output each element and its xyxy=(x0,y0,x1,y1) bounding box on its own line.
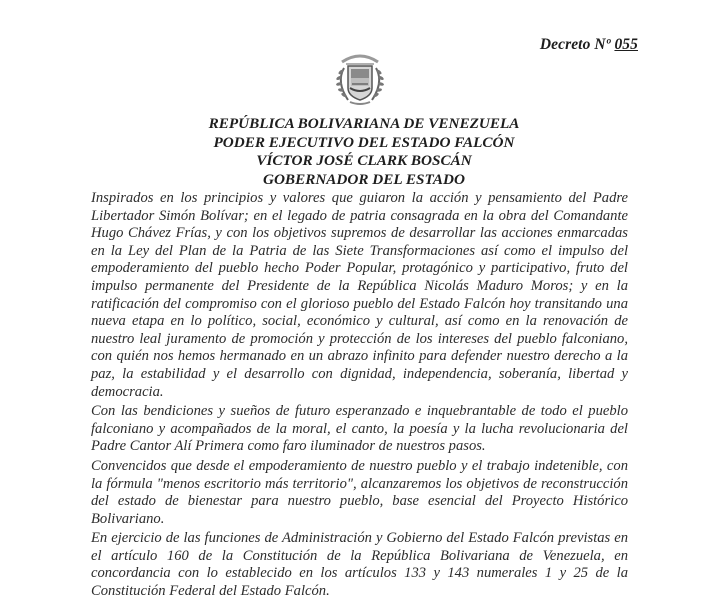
paragraph: Con las bendiciones y sueños de futuro esperanzado e inquebrantable de todo el pueblo falconiano y acompañados de la moral, el canto, la poesía y la lucha revolucionaria del Padre Cantor Alí Primera como faro iluminador de nuestros pasos. xyxy=(91,403,628,455)
decree-number xyxy=(540,36,638,54)
decree-label: Decreto Nº xyxy=(539,36,615,53)
document-body xyxy=(91,190,628,603)
paragraph: Convencidos que desde el empoderamiento de nuestro pueblo y el trabajo indetenible, con la fórmula "menos escritorio más territorio", alcanzaremos los objetivos de reconstrucción del estado de bienestar para nuestro pueblo, base esencial del Proyecto Histórico Bolivariano. xyxy=(91,457,628,527)
paragraph: En ejercicio de las funciones de Administración y Gobierno del Estado Falcón previstas en el artículo 160 de la Constitución de la República Bolivariana de Venezuela, en concordancia con lo establecido en los artículos 133 y 143 numerales 1 y 25 de la Constitución Federal del Estado Falcón. xyxy=(91,530,628,600)
coat-of-arms-icon xyxy=(326,48,394,110)
decree-number-value: 055 xyxy=(614,36,638,53)
header-executive-power: PODER EJECUTIVO DEL ESTADO FALCÓN xyxy=(213,133,515,151)
document-header xyxy=(0,115,720,189)
header-governor-title: GOBERNADOR DEL ESTADO xyxy=(263,170,465,188)
header-governor-name: VÍCTOR JOSÉ CLARK BOSCÁN xyxy=(256,152,472,169)
paragraph: Inspirados en los principios y valores que guiaron la acción y pensamiento del Padre Libertador Simón Bolívar; en el legado de patria consagrada en la obra del Comandante Hugo Chávez Frías, y con los objetivos supremos de desarrollar las acciones enmarcadas en la Ley del Plan de la Patria de las Siete Transformaciones así como el impulso del empoderamiento del pueblo hecho Poder Popular, protagónico y participativo, fruto del impulso permanente del Presidente de la República Nicolás Maduro Moros; y en la ratificación del compromiso con el glorioso pueblo del Estado Falcón hoy transitando una nueva etapa en lo político, social, económico y cultural, así como en la renovación de nuestro leal juramento de promoción y protección de los intereses del pueblo falconiano, con quién nos hemos hermanado en un abrazo infinito para defender nuestro derecho a la paz, la estabilidad y el desarrollo con dignidad, independencia, soberanía, libertad y democracia. xyxy=(91,190,628,400)
header-country: REPÚBLICA BOLIVARIANA DE VENEZUELA xyxy=(208,115,520,132)
